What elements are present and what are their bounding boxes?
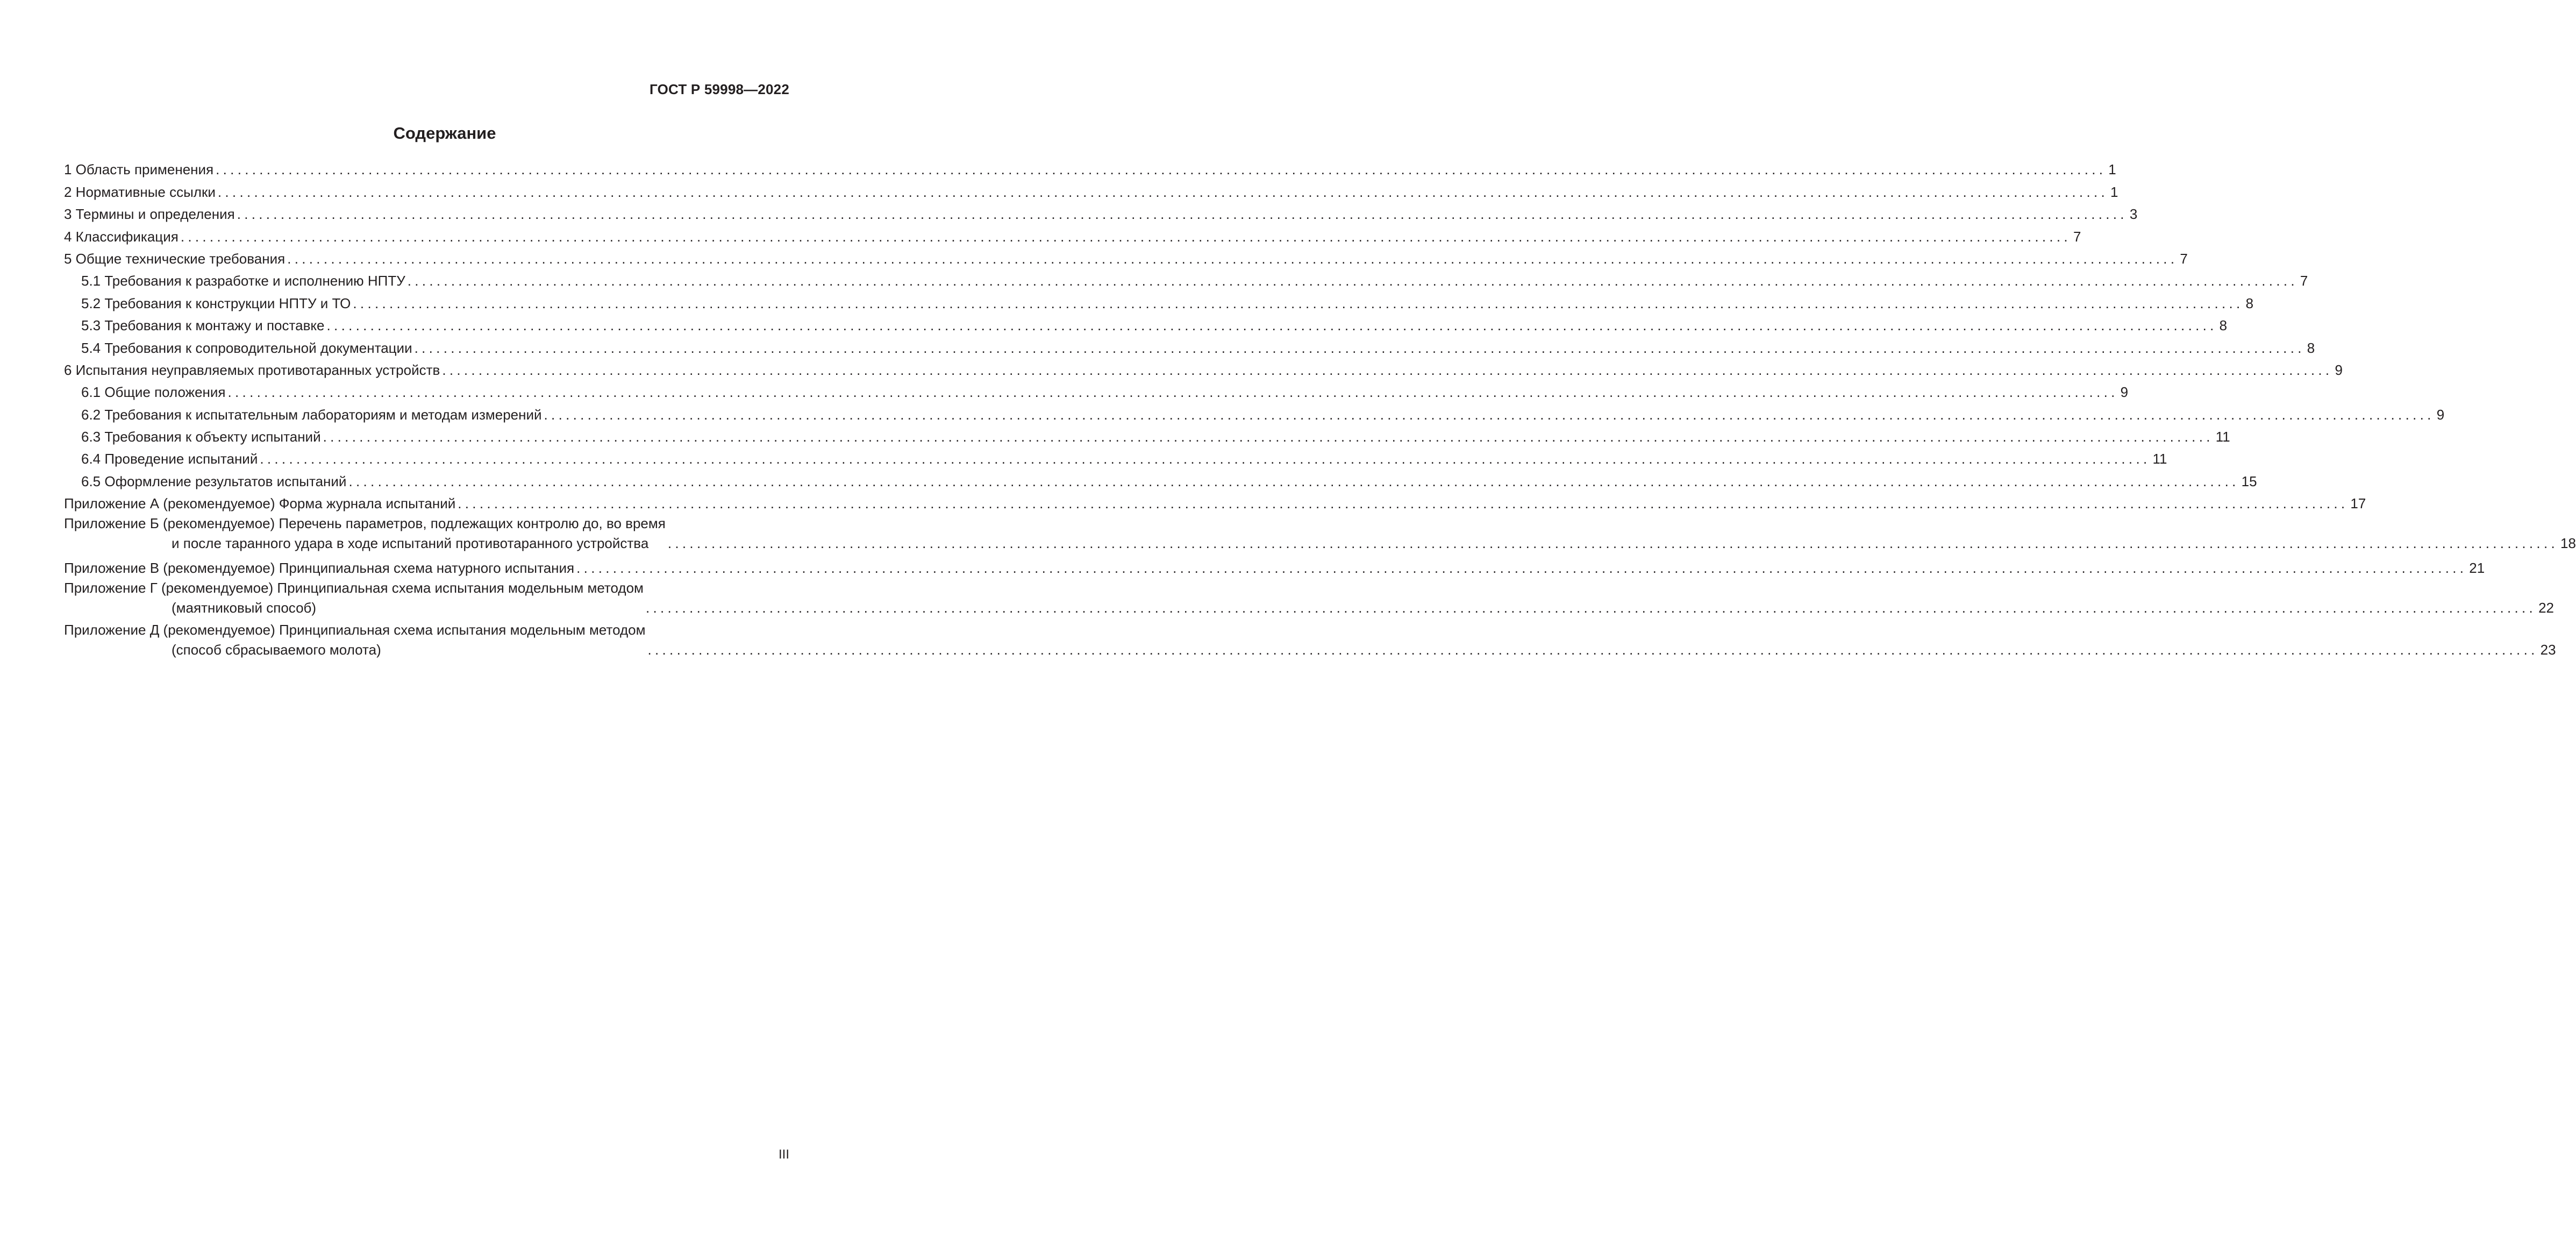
toc-entry-page: 9 [2436, 406, 2445, 423]
toc-entry-line: и после таранного удара в ходе испытаний противотаранного устройства [172, 535, 649, 552]
toc-entry-page: 1 [2110, 183, 2118, 200]
toc-leader-dots: .................................................................................................................................................................................................................................................................... [260, 451, 2151, 467]
toc-entry-page: 22 [2538, 599, 2554, 616]
page-number: III [778, 1147, 789, 1162]
toc-leader-dots: .................................................................................................................................................................................................................................................................... [407, 273, 2298, 289]
toc-entry-line: Приложение Б (рекомендуемое) Перечень параметров, подлежащих контролю до, во время [64, 515, 666, 532]
toc-leader-dots: .................................................................................................................................................................................................................................................................... [326, 317, 2217, 334]
toc-entry-page: 8 [2219, 317, 2228, 334]
toc-entry-title: 5.4 Требования к сопроводительной документации [81, 339, 412, 356]
toc-leader-dots: .................................................................................................................................................................................................................................................................... [348, 473, 2239, 489]
toc-entry-appendix[interactable] [64, 492, 2366, 514]
toc-subentry[interactable] [64, 447, 2167, 469]
toc-entry-appendix[interactable] [64, 556, 2485, 578]
toc-entry-line: (маятниковый способ) [172, 599, 317, 616]
toc-entry-title: 5.1 Требования к разработке и исполнению НПТУ [81, 273, 405, 289]
toc-subentry[interactable] [64, 425, 2230, 447]
toc-entry-title: 5 Общие технические требования [64, 250, 286, 267]
toc-entry-title [64, 620, 645, 660]
toc-entry-page: 7 [2300, 273, 2308, 289]
toc-leader-dots: .................................................................................................................................................................................................................................................................... [458, 495, 2349, 512]
toc-entry-page: 17 [2350, 495, 2366, 512]
toc-entry-page: 11 [2215, 429, 2230, 445]
toc-leader-dots: .................................................................................................................................................................................................................................................................... [645, 599, 2537, 616]
toc-entry-appendix[interactable] [64, 514, 2576, 553]
toc-subentry[interactable] [64, 291, 2254, 313]
toc-entry-line: Приложение Г (рекомендуемое) Принципиальная схема испытания модельным методом [64, 579, 644, 596]
toc-entry-page: 7 [2073, 228, 2081, 245]
toc-entry-title: 6.5 Оформление результатов испытаний [81, 473, 347, 489]
toc-entry-appendix[interactable] [64, 578, 2554, 618]
toc-leader-dots: .................................................................................................................................................................................................................................................................... [544, 406, 2435, 423]
toc-leader-dots: .................................................................................................................................................................................................................................................................... [180, 228, 2071, 245]
toc-entry-page: 18 [2560, 535, 2576, 552]
toc-entry-title: 5.3 Требования к монтажу и поставке [81, 317, 325, 334]
toc-entry-page: 8 [2245, 295, 2254, 311]
toc-leader-dots: .................................................................................................................................................................................................................................................................... [237, 206, 2128, 223]
toc-leader-dots: .................................................................................................................................................................................................................................................................... [647, 641, 2538, 658]
toc-entry-title: 1 Область применения [64, 161, 214, 178]
toc-leader-dots: .................................................................................................................................................................................................................................................................... [217, 183, 2109, 200]
toc-entry[interactable] [64, 180, 2118, 202]
toc-title: Содержание [393, 124, 496, 143]
toc-entry-page: 21 [2469, 559, 2485, 576]
toc-entry[interactable] [64, 224, 2081, 246]
toc-entry-page: 15 [2241, 473, 2257, 489]
toc-entry-page: 9 [2120, 384, 2129, 401]
toc-leader-dots: .................................................................................................................................................................................................................................................................... [667, 535, 2559, 552]
toc-leader-dots: .................................................................................................................................................................................................................................................................... [227, 384, 2118, 401]
toc-leader-dots: .................................................................................................................................................................................................................................................................... [353, 295, 2244, 311]
toc-entry-appendix[interactable] [64, 620, 2556, 660]
toc-entry-title: 6.2 Требования к испытательным лабораториям и методам измерений [81, 406, 542, 423]
toc-subentry[interactable] [64, 402, 2445, 424]
toc-entry-page: 1 [2108, 161, 2116, 178]
toc-entry[interactable] [64, 202, 2138, 224]
toc-entry-title: 5.2 Требования к конструкции НПТУ и ТО [81, 295, 351, 311]
toc-entry[interactable] [64, 247, 2188, 269]
toc-entry-page: 9 [2335, 361, 2343, 378]
toc-subentry[interactable] [64, 269, 2308, 291]
toc-subentry[interactable] [64, 336, 2315, 358]
toc-entry-line: Приложение Д (рекомендуемое) Принципиальная схема испытания модельным методом [64, 621, 646, 638]
toc-entry-page: 7 [2180, 250, 2188, 267]
toc-entry[interactable] [64, 358, 2343, 380]
toc-entry-title [64, 514, 666, 553]
toc-entry-page: 23 [2540, 641, 2556, 658]
toc-entry-title: 6.1 Общие положения [81, 384, 226, 401]
toc-entry-title: 2 Нормативные ссылки [64, 183, 216, 200]
toc-entry-title: Приложение В (рекомендуемое) Принципиальная схема натурного испытания [64, 559, 575, 576]
table-of-contents [64, 158, 2576, 662]
toc-entry-line: (способ сбрасываемого молота) [172, 641, 381, 658]
toc-entry-page: 8 [2307, 339, 2315, 356]
toc-subentry[interactable] [64, 314, 2228, 336]
toc-leader-dots: .................................................................................................................................................................................................................................................................... [216, 161, 2107, 178]
standard-number: ГОСТ Р 59998—2022 [650, 81, 789, 97]
toc-entry-title [64, 578, 644, 618]
toc-leader-dots: .................................................................................................................................................................................................................................................................... [442, 361, 2333, 378]
toc-entry-title: 6 Испытания неуправляемых противотаранных устройств [64, 361, 440, 378]
toc-entry-title: 3 Термины и определения [64, 206, 235, 223]
toc-subentry[interactable] [64, 469, 2257, 491]
toc-entry-title: 6.3 Требования к объекту испытаний [81, 429, 321, 445]
toc-entry[interactable] [64, 158, 2116, 180]
toc-entry-title: 4 Классификация [64, 228, 179, 245]
toc-entry-page: 3 [2129, 206, 2138, 223]
toc-entry-title: Приложение А (рекомендуемое) Форма журнала испытаний [64, 495, 456, 512]
toc-leader-dots: .................................................................................................................................................................................................................................................................... [323, 429, 2214, 445]
toc-leader-dots: .................................................................................................................................................................................................................................................................... [414, 339, 2305, 356]
toc-subentry[interactable] [64, 380, 2129, 402]
toc-leader-dots: .................................................................................................................................................................................................................................................................... [287, 250, 2178, 267]
toc-entry-page: 11 [2152, 451, 2167, 467]
toc-leader-dots: .................................................................................................................................................................................................................................................................... [576, 559, 2467, 576]
toc-entry-title: 6.4 Проведение испытаний [81, 451, 258, 467]
